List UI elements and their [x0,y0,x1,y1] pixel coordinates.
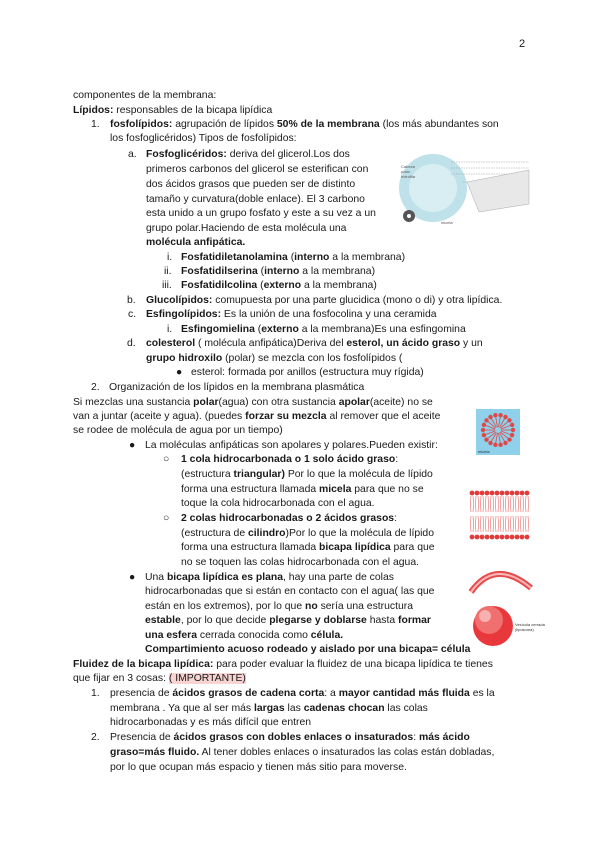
lipid-tail [511,516,514,532]
sub-item: Fosfatidilserina (interno a la membrana) [181,266,376,277]
lipid-tail [506,516,509,532]
lipid-head [490,491,495,496]
lipid-tail [476,496,479,512]
lipid-tail [471,516,474,532]
lipid-tail [501,516,504,532]
fig-label: Cabeza [401,164,415,169]
text-line: hidrocarbonadas que si están en contacto con el agua( las que [145,586,435,597]
lipid-tail [521,496,524,512]
lipid-head [507,437,511,441]
micelle-core [409,164,457,212]
lipid-tail [511,496,514,512]
colesterol-line: colesterol ( molécula anfipática)Deriva del esterol, un ácido graso y un [146,338,483,349]
text-line: molécula anfipática. [146,237,246,248]
text-line: hidrocarbonadas y es más difícil que entren [110,717,311,728]
fluidez-heading: Fluidez de la bicapa lipídica: para poder evaluar la fluidez de una bicapa lipídica te tienes [73,659,493,670]
lipid-head [488,441,492,445]
lipid-head [510,433,514,437]
text-line: dos ácidos grasos que pueden ser de distinto [146,179,356,190]
text-line: graso=más fluido. Al tener dobles enlaces o insaturados las colas están dobladas, [110,747,495,758]
lipid-head [485,535,490,540]
lipid-tail [516,496,519,512]
lipid-head [482,423,486,427]
bullet-icon: ● [129,440,136,451]
text-line: no se toquen las colas hidrocarbonada con el agua. [181,557,420,568]
glucolipidos-line: Glucolípidos: comupuesta por una parte glucidica (mono o di) y otra lipídica. [146,295,503,306]
lipid-head [520,491,525,496]
text-line: toque la cola hidrocarbonada con el agua. [181,498,375,509]
fig-label: micela [478,449,490,454]
lipid-head [515,535,520,540]
fosfolipidos-line: fosfolípidos: agrupación de lípidos 50% de la membrana (los más abundantes son [110,119,499,130]
lipid-tail [496,516,499,532]
lipid-head [500,491,505,496]
lipid-head [503,441,507,445]
sub-item: Fosfatidilcolina (externo a la membrana) [181,280,377,291]
lipid-head [485,491,490,496]
roman-numeral: ii. [164,266,172,277]
lipid-tail [476,516,479,532]
lipid-head [500,535,505,540]
cadena-corta-line: presencia de ácidos grasos de cadena corta: a mayor cantidad más fluida es la [110,688,495,699]
text-line: esta unido a un grupo fosfato y este a su vez a un [146,208,376,219]
roman-numeral: iii. [162,280,172,291]
lipid-tail [526,516,529,532]
text-line: primeros carbonos del glicerol se esterifican con [146,164,369,175]
text-line: membrana . Ya que al ser más largas las cadenas chocan las colas [110,703,428,714]
lipid-head [510,423,514,427]
text-line: una esfera cerrada conocida como célula. [145,630,344,641]
lipid-head [470,491,475,496]
lipid-head [482,433,486,437]
fig-label: micela [441,220,453,225]
list-number: 2. [91,732,100,743]
text-line: están en los extremos), por lo que no sería una estructura [145,601,413,612]
lipid-head [475,535,480,540]
circle-bullet-icon: ○ [163,454,170,465]
text-line: grupo polar.Haciendo de esta molécula una [146,223,347,234]
text-line: forma una estructura llamada bicapa lipídica para que [181,542,435,553]
lipid-head [503,415,507,419]
lipid-tail [506,496,509,512]
lipid-head [495,535,500,540]
lipid-tail [491,496,494,512]
lipid-head [484,437,488,441]
lipid-tail [496,496,499,512]
esfingolipidos-line: Esfingolípidos: Es la unión de una fosfocolina y una ceramida [146,309,437,320]
lipid-head [484,418,488,422]
text-line: forma una estructura llamada micela para que no se [181,484,424,495]
text-line: por lo que ocupan más espacio y tienen más sitio para moverse. [110,762,407,773]
lipid-tail [486,496,489,512]
lipid-head [520,535,525,540]
lipid-head [493,443,497,447]
intro-line: componentes de la membrana: [73,90,217,101]
bicapa-line: Una bicapa lipídica es plana, hay una parte de colas [145,572,394,583]
bullet-icon: ● [129,572,136,583]
importante-highlight: ( IMPORTANTE) [168,673,246,684]
list-number: 2. [91,382,100,393]
lipid-tail [486,516,489,532]
list-letter: a. [128,149,137,160]
list-number: 1. [91,688,100,699]
list-letter: b. [127,295,136,306]
lipid-head [505,535,510,540]
lipid-head [525,535,530,540]
text-line: tamaño y curvatura(doble enlace). El 3 carbono [146,194,365,205]
dos-colas-line: 2 colas hidrocarbonadas o 2 ácidos grasos: [181,513,397,524]
lipid-tail [521,516,524,532]
roman-numeral: i. [167,324,173,335]
bilayer-figure [469,490,531,540]
page-number: 2 [519,38,526,50]
bullet-icon: ● [176,367,183,378]
dobles-enlaces-line: Presencia de ácidos grasos con dobles enlaces o insaturados: más ácido [110,732,470,743]
organizacion-line: Organización de los lípidos en la membrana plasmática [109,382,365,393]
lipid-head [481,428,485,432]
text-line: estable, por lo que decide plegarse y doblarse hasta formar [145,615,431,626]
lipid-head [510,535,515,540]
fig-label: hidrófila [401,174,416,179]
esterol-bullet: esterol: formada por anillos (estructura muy rígida) [191,367,424,378]
lipid-head [515,491,520,496]
list-letter: c. [128,309,137,320]
lipid-tail [501,496,504,512]
text-line: (estructura de cilindro)Por lo que la molécula de lípido [181,528,434,539]
micelle-figure [476,409,520,455]
phospholipid-figure [393,152,531,228]
text-line: Compartimiento acuoso rodeado y aislado por una bicapa= célula [145,644,471,655]
lipid-head [525,491,530,496]
una-cola-line: 1 cola hidrocarbonada o 1 solo ácido graso: [181,454,399,465]
anfipaticas-line: La moléculas anfipáticas son apolares y polares.Pueden existir: [145,440,438,451]
lipid-tail [471,496,474,512]
fig-label: polar [401,169,410,174]
fosfogliceridos-line: Fosfoglicéridos: deriva del glicerol.Los dos [146,149,350,160]
glycerol-plane [467,170,529,212]
lipid-head [480,535,485,540]
roman-numeral: i. [167,252,173,263]
fluidez-line-2: que fijar en 3 cosas: ( IMPORTANTE) [73,673,246,684]
circle-bullet-icon: ○ [163,513,170,524]
lipidos-heading: Lípidos: responsables de la bicapa lipídica [73,105,273,116]
liposome-figure [465,562,545,654]
list-number: 1. [91,119,100,130]
lipid-tail [481,496,484,512]
lipid-head [480,491,485,496]
lipid-head [498,443,502,447]
lipid-head [490,535,495,540]
lipid-tail [491,516,494,532]
lipid-head [507,418,511,422]
lipid-tail [481,516,484,532]
lipid-tail [516,516,519,532]
lipid-head [493,413,497,417]
para-line: van a juntar (aceite y agua). (puedes forzar su mezcla al remover que el aceite [73,411,441,422]
fosfolipidos-line-2: los fosfoglicéridos) Tipos de fosfolípidos: [110,133,297,144]
lipid-head [488,415,492,419]
list-letter: d. [127,338,136,349]
fig-label: Vesícula cerrada [515,622,545,627]
lipid-head [510,491,515,496]
lipid-head [505,491,510,496]
text-line: (estructura triangular) Por lo que la molécula de lípido [181,469,433,480]
colesterol-line-2: grupo hidroxilo (polar) se mezcla con los fosfolípidos ( [146,353,403,364]
para-line: se rodee de molécula de agua por un tiempo) [73,425,283,436]
lipid-head [475,491,480,496]
para-line: Si mezclas una sustancia polar(agua) con otra sustancia apolar(aceite) no se [73,397,433,408]
lipid-head [470,535,475,540]
sub-item: Fosfatidiletanolamina (interno a la membrana) [181,252,406,263]
fig-label: (liposoma) [515,627,534,632]
lipid-head [495,491,500,496]
lipid-head [511,428,515,432]
lipid-tail [526,496,529,512]
sub-item: Esfingomielina (externo a la membrana)Es una esfingomina [181,324,466,335]
lipid-head [498,413,502,417]
bilayer-molecules [470,491,530,540]
